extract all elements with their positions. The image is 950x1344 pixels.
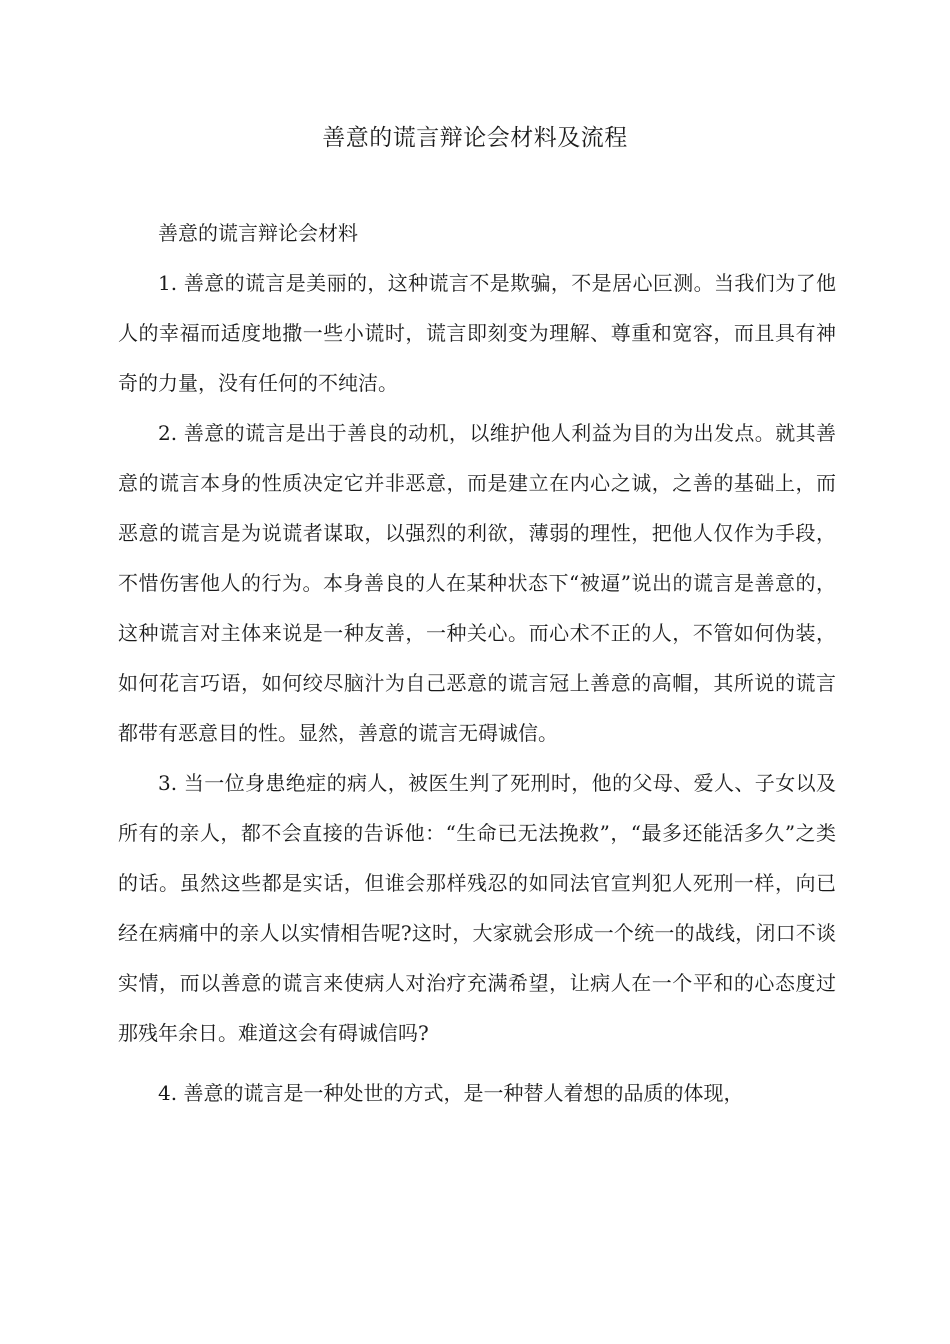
paragraph-2: 2. 善意的谎言是出于善良的动机，以维护他人利益为目的为出发点。就其善意的谎言本身的性质决定它并非恶意，而是建立在内心之诚，之善的基础上，而恶意的谎言是为说谎者谋取，以强烈的利欲，薄弱的理性，把他人仅作为手段，不惜伤害他人的行为。本身善良的人在某种状态下“被逼”说出的谎言是善意的，这种谎言对主体来说是一种友善，一种关心。而心术不正的人，不管如何伪装，如何花言巧语，如何绞尽脑汁为自己恶意的谎言冠上善意的高帽，其所说的谎言都带有恶意目的性。显然，善意的谎言无碍诚信。 (118, 421, 836, 745)
paragraph-3: 3. 当一位身患绝症的病人，被医生判了死刑时，他的父母、爱人、子女以及所有的亲人，都不会直接的告诉他：“生命已无法挽救”，“最多还能活多久”之类的话。虽然这些都是实话，但谁会那样残忍的如同法官宣判犯人死刑一样，向已经在病痛中的亲人以实情相告呢?这时，大家就会形成一个统一的战线，闭口不谈实情，而以善意的谎言来使病人对治疗充满希望，让病人在一个平和的心态度过那残年余日。难道这会有碍诚信吗? (118, 771, 836, 1045)
paragraph-4: 4. 善意的谎言是一种处世的方式，是一种替人着想的品质的体现， (158, 1081, 744, 1105)
document-title: 善意的谎言辩论会材料及流程 (322, 125, 628, 151)
section-heading: 善意的谎言辩论会材料 (158, 221, 358, 245)
document-body (118, 208, 836, 1118)
paragraph-1: 1. 善意的谎言是美丽的，这种谎言不是欺骗，不是居心叵测。当我们为了他人的幸福而适度地撒一些小谎时，谎言即刻变为理解、尊重和宽容，而且具有神奇的力量，没有任何的不纯洁。 (118, 271, 836, 395)
